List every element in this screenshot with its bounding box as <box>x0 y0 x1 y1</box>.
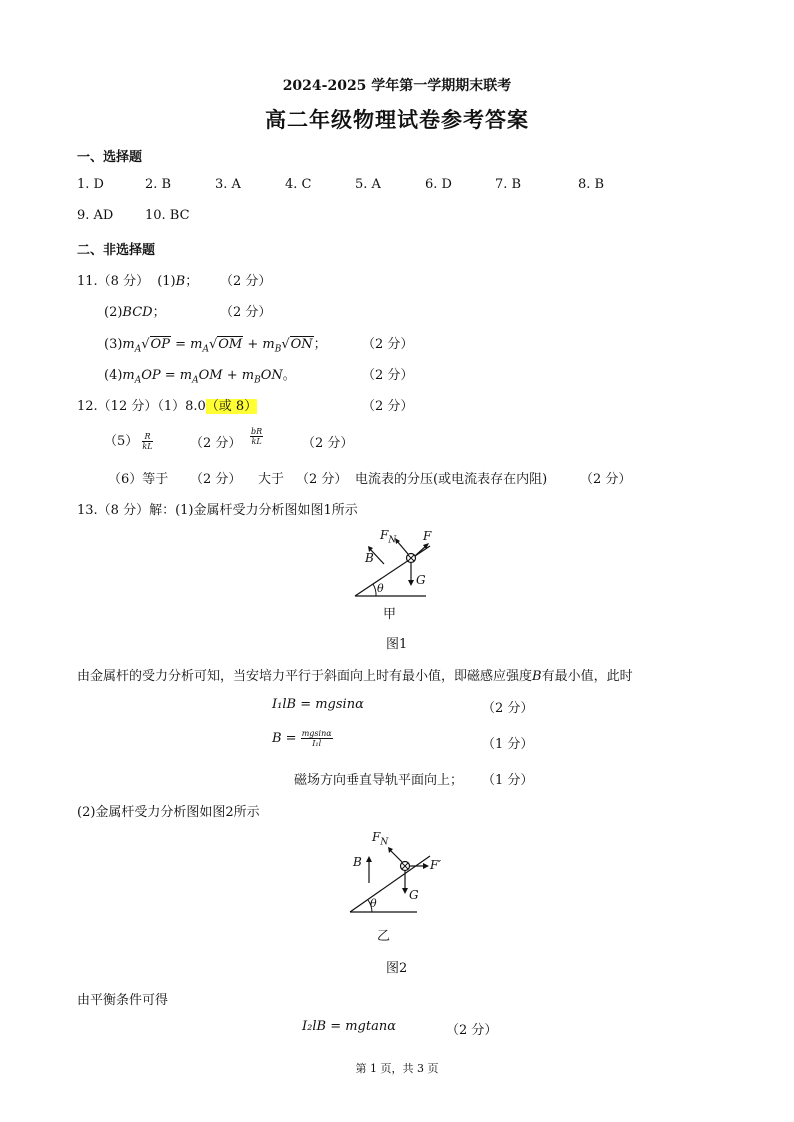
answer-9: 9. AD <box>77 208 114 223</box>
q12-line5 <box>104 430 153 451</box>
exam-subtitle: 2024-2025 学年第一学期期末联考 <box>282 78 512 94</box>
answer-1: 1. D <box>77 177 104 192</box>
q12-highlight: （或 8） <box>205 399 258 414</box>
q11-p1-var: B <box>175 274 186 289</box>
fig2-label-b: B <box>353 855 362 869</box>
q11-p3-equation: $m_A√OP = m_A√OM + m_B√ON$ <box>122 337 313 355</box>
fig2-label-g: G <box>409 888 419 902</box>
q11-p2-tail: ； <box>152 305 166 320</box>
q12-frac1: $\frac{R}{kL}$ <box>142 432 153 451</box>
q13-eq2-points: （1 分） <box>482 737 534 752</box>
page-footer: 第 1 页，共 3 页 <box>355 1062 439 1075</box>
answer-5: 5. A <box>355 177 381 192</box>
q12-p5-label: （5） <box>104 434 139 449</box>
q12-line1 <box>77 395 257 414</box>
figure-2 <box>345 826 445 926</box>
q12-p6-reason: 电流表的分压(或电流表存在内阻) <box>355 472 548 487</box>
answer-3: 3. A <box>215 177 241 192</box>
q11-p4-tail: 。 <box>282 368 296 383</box>
fig2-sub: 乙 <box>377 929 391 944</box>
q11-p4-equation: $m_AOP = m_AOM + m_BON$ <box>122 368 283 386</box>
q11-p3-points: （2 分） <box>362 337 414 352</box>
q11-p3: (3) <box>104 337 123 352</box>
q11-p1: (1) <box>157 274 176 289</box>
q11-p1-points: （2 分） <box>220 274 272 289</box>
q13-eq3-points: （2 分） <box>446 1023 498 1038</box>
q11-p4: (4) <box>104 368 123 383</box>
q13-part2: (2)金属杆受力分析图如图2所示 <box>77 805 260 820</box>
q11-line2 <box>104 301 166 320</box>
fig1-caption: 图1 <box>386 637 408 652</box>
q11-p2-points: （2 分） <box>220 305 272 320</box>
q11-head: 11.（8 分） <box>77 274 150 289</box>
q11-p4-points: （2 分） <box>362 368 414 383</box>
fig2-label-fprime: F′ <box>430 858 442 872</box>
fig1-label-f: F <box>423 529 432 543</box>
section-heading-choice: 一、选择题 <box>77 150 143 165</box>
q13-balance: 由平衡条件可得 <box>77 993 169 1008</box>
q12-p5-points2: （2 分） <box>302 436 354 451</box>
q12-p6-points1: （2 分） <box>190 472 242 487</box>
q13-analysis: 由金属杆的受力分析可知，当安培力平行于斜面向上时有最小值，即磁感应强度B有最小值，此时 <box>77 669 633 684</box>
fig1-label-b: B <box>365 551 374 565</box>
q13-direction: 磁场方向垂直导轨平面向上； <box>294 773 464 788</box>
q11-p2-var: BCD <box>122 305 153 320</box>
answer-7: 7. B <box>495 177 522 192</box>
q13-eq1-points: （2 分） <box>482 701 534 716</box>
fig1-label-theta: θ <box>377 582 384 595</box>
fig2-label-fn: $F_N$ <box>372 830 389 848</box>
q11-line1 <box>77 270 198 289</box>
q13-eq2: B = $\frac{mgsin\alpha}{\text{I₁l}}$ <box>272 729 332 748</box>
q12-p6-points2: （2 分） <box>296 472 348 487</box>
q13-direction-points: （1 分） <box>482 773 534 788</box>
q11-line3: $(3)m_A√OP = m_A√OM + m_B√ON$； <box>104 337 327 355</box>
answer-2: 2. B <box>145 177 172 192</box>
q13-eq3: I₂lB = mgtanα <box>302 1019 396 1034</box>
q12-p6-label: （6）等于 <box>108 472 169 487</box>
q12-p6-points3: （2 分） <box>580 472 632 487</box>
q13-eq1: I₁lB = mgsinα <box>272 697 364 712</box>
answer-10: 10. BC <box>145 208 190 223</box>
fig1-label-g: G <box>416 573 426 587</box>
q12-frac2: $\frac{bR}{kL}$ <box>251 427 263 446</box>
page-title: 高二年级物理试卷参考答案 <box>265 107 529 132</box>
q12-p5-points1: （2 分） <box>190 436 242 451</box>
fig1-sub: 甲 <box>383 607 397 622</box>
answer-8: 8. B <box>578 177 605 192</box>
fig2-label-theta: θ <box>370 897 377 910</box>
fig2-caption: 图2 <box>386 961 408 976</box>
answer-4: 4. C <box>285 177 312 192</box>
q12-p1-points: （2 分） <box>362 399 414 414</box>
q11-p2: (2) <box>104 305 123 320</box>
q12-head: 12.（12 分）（1）8.0 <box>77 399 206 414</box>
q12-p6-mid: 大于 <box>258 472 285 487</box>
section-heading-nonchoice: 二、非选择题 <box>77 243 156 258</box>
fig1-label-fn: $F_N$ <box>380 528 397 546</box>
answer-6: 6. D <box>425 177 452 192</box>
q13-head: 13.（8 分）解：(1)金属杆受力分析图如图1所示 <box>77 503 358 518</box>
q11-line4 <box>104 364 296 386</box>
q11-p1-tail: ； <box>185 274 199 289</box>
